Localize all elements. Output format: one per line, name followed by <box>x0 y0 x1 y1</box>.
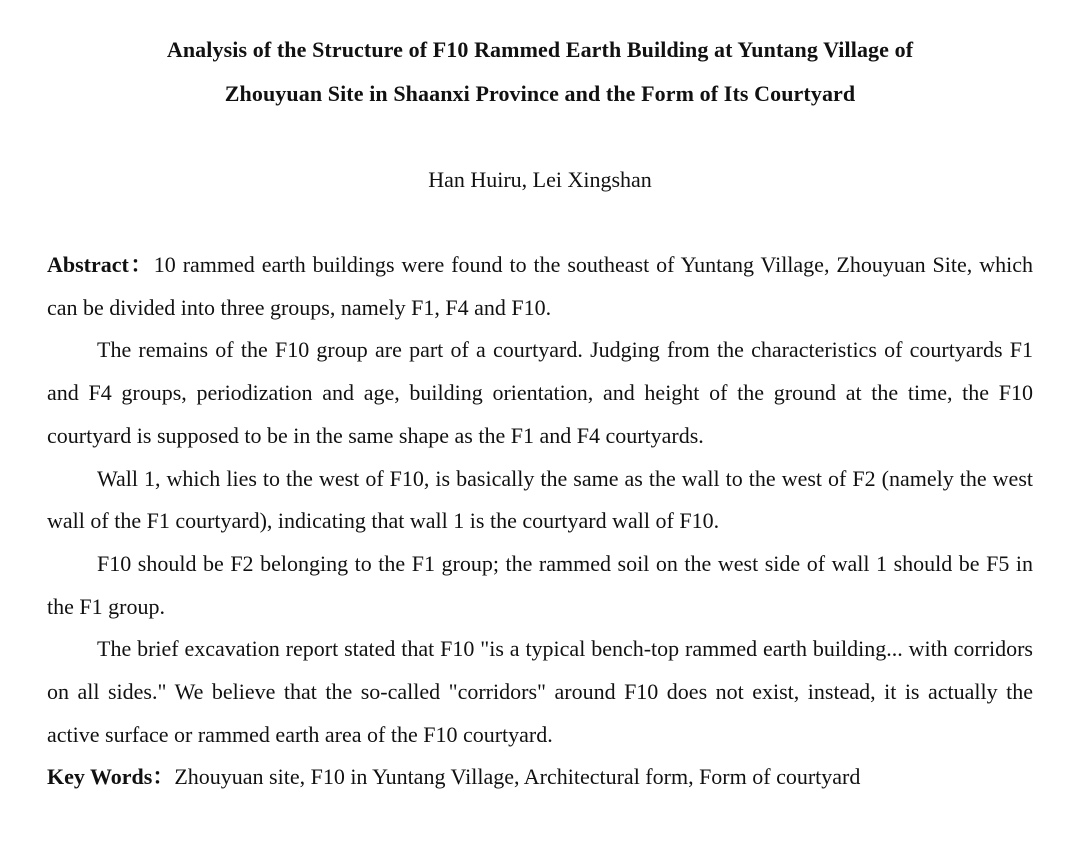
abstract-paragraph-2: The remains of the F10 group are part of a courtyard. Judging from the characteristics of courtyards F1 and F4 groups, periodization and age, building orientation, and height of the ground at the time, the F10 courtyard is supposed to be in the same shape as the F1 and F4 courtyards. <box>47 337 1033 448</box>
keywords-line <box>47 756 1033 799</box>
abstract-label: Abstract： <box>47 252 154 277</box>
paper-title-line-2: Zhouyuan Site in Shaanxi Province and the Form of Its Courtyard <box>224 81 856 106</box>
abstract-section <box>47 244 1033 799</box>
paper-title-line-1: Analysis of the Structure of F10 Rammed Earth Building at Yuntang Village of <box>166 37 914 62</box>
paper-authors: Han Huiru, Lei Xingshan <box>428 167 652 192</box>
abstract-paragraph-1 <box>47 244 1033 329</box>
keywords-text: Zhouyuan site, F10 in Yuntang Village, Architectural form, Form of courtyard <box>174 764 861 790</box>
abstract-paragraph-4: F10 should be F2 belonging to the F1 group; the rammed soil on the west side of wall 1 should be F5 in the F1 group. <box>47 550 1033 619</box>
keywords-label: Key Words： <box>47 764 175 790</box>
abstract-text-1: 10 rammed earth buildings were found to the southeast of Yuntang Village, Zhouyuan Site, which can be divided into three groups, namely F1, F4 and F10. <box>47 252 1033 320</box>
abstract-paragraph-3: Wall 1, which lies to the west of F10, is basically the same as the wall to the west of F2 (namely the west wall of the F1 courtyard), indicating that wall 1 is the courtyard wall of F10. <box>47 465 1033 534</box>
abstract-paragraph-5: The brief excavation report stated that F10 "is a typical bench-top rammed earth building... with corridors on all sides." We believe that the so-called "corridors" around F10 does not exist, instead, it is actually the active surface or rammed earth area of the F10 courtyard. <box>47 636 1033 747</box>
